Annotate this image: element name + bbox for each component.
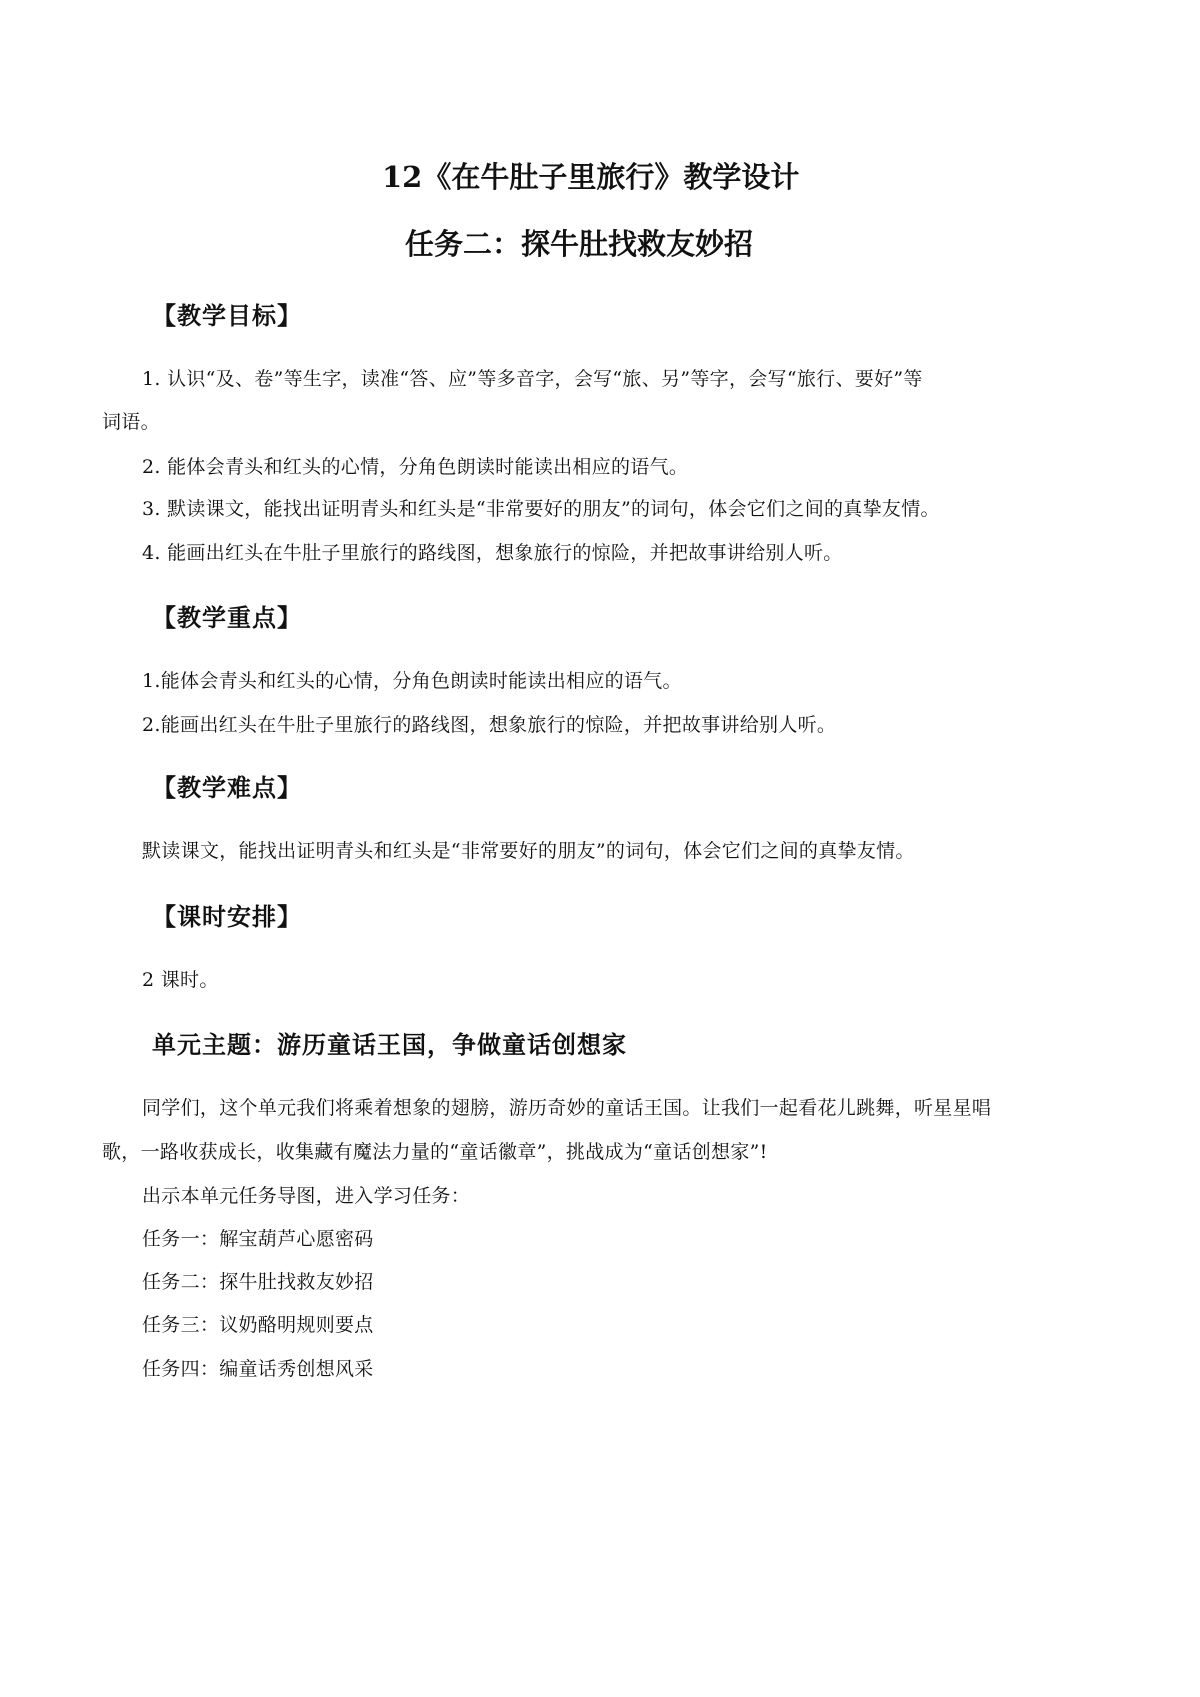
task-item-4: 任务四：编童话秀创想风采: [142, 1358, 374, 1380]
task-item-3: 任务三：议奶酪明规则要点: [142, 1314, 374, 1336]
document-title: 12《在牛肚子里旅行》教学设计: [382, 160, 800, 194]
section-heading-difficulties: 【教学难点】: [152, 773, 302, 802]
section-heading-schedule: 【课时安排】: [152, 902, 302, 931]
key-point-item-1: 1.能体会青头和红头的心情，分角色朗读时能读出相应的语气。: [142, 670, 682, 692]
schedule-text: 2 课时。: [142, 969, 219, 991]
section-heading-key-points: 【教学重点】: [152, 603, 302, 632]
key-point-item-2: 2.能画出红头在牛肚子里旅行的路线图，想象旅行的惊险，并把故事讲给别人听。: [142, 714, 837, 736]
document-subtitle: 任务二：探牛肚找救友妙招: [405, 227, 754, 261]
unit-theme-paragraph-line-2: 歌，一路收获成长，收集藏有魔法力量的“童话徽章”，挑战成为“童话创想家”!: [102, 1141, 768, 1163]
goal-item-2: 2. 能体会青头和红头的心情，分角色朗读时能读出相应的语气。: [142, 456, 689, 478]
goal-item-4: 4. 能画出红头在牛肚子里旅行的路线图，想象旅行的惊险，并把故事讲给别人听。: [142, 542, 843, 564]
unit-theme-heading: 单元主题：游历童话王国，争做童话创想家: [152, 1030, 627, 1059]
difficulty-text: 默读课文，能找出证明青头和红头是“非常要好的朋友”的词句，体会它们之间的真挚友情。: [142, 840, 915, 862]
unit-theme-paragraph-line-1: 同学们，这个单元我们将乘着想象的翅膀，游历奇妙的童话王国。让我们一起看花儿跳舞，听星星唱: [142, 1097, 992, 1119]
section-heading-goals: 【教学目标】: [152, 301, 302, 330]
goal-item-3: 3. 默读课文，能找出证明青头和红头是“非常要好的朋友”的词句，体会它们之间的真挚友情。: [142, 498, 940, 520]
task-item-1: 任务一：解宝葫芦心愿密码: [142, 1228, 374, 1250]
task-item-2: 任务二：探牛肚找救友妙招: [142, 1271, 374, 1293]
goal-item-1: 1. 认识“及、卷”等生字，读准“答、应”等多音字，会写“旅、另”等字，会写“旅行、要好”等: [142, 368, 923, 390]
unit-theme-intro: 出示本单元任务导图，进入学习任务：: [142, 1185, 471, 1207]
goal-item-1-continued: 词语。: [102, 411, 160, 433]
